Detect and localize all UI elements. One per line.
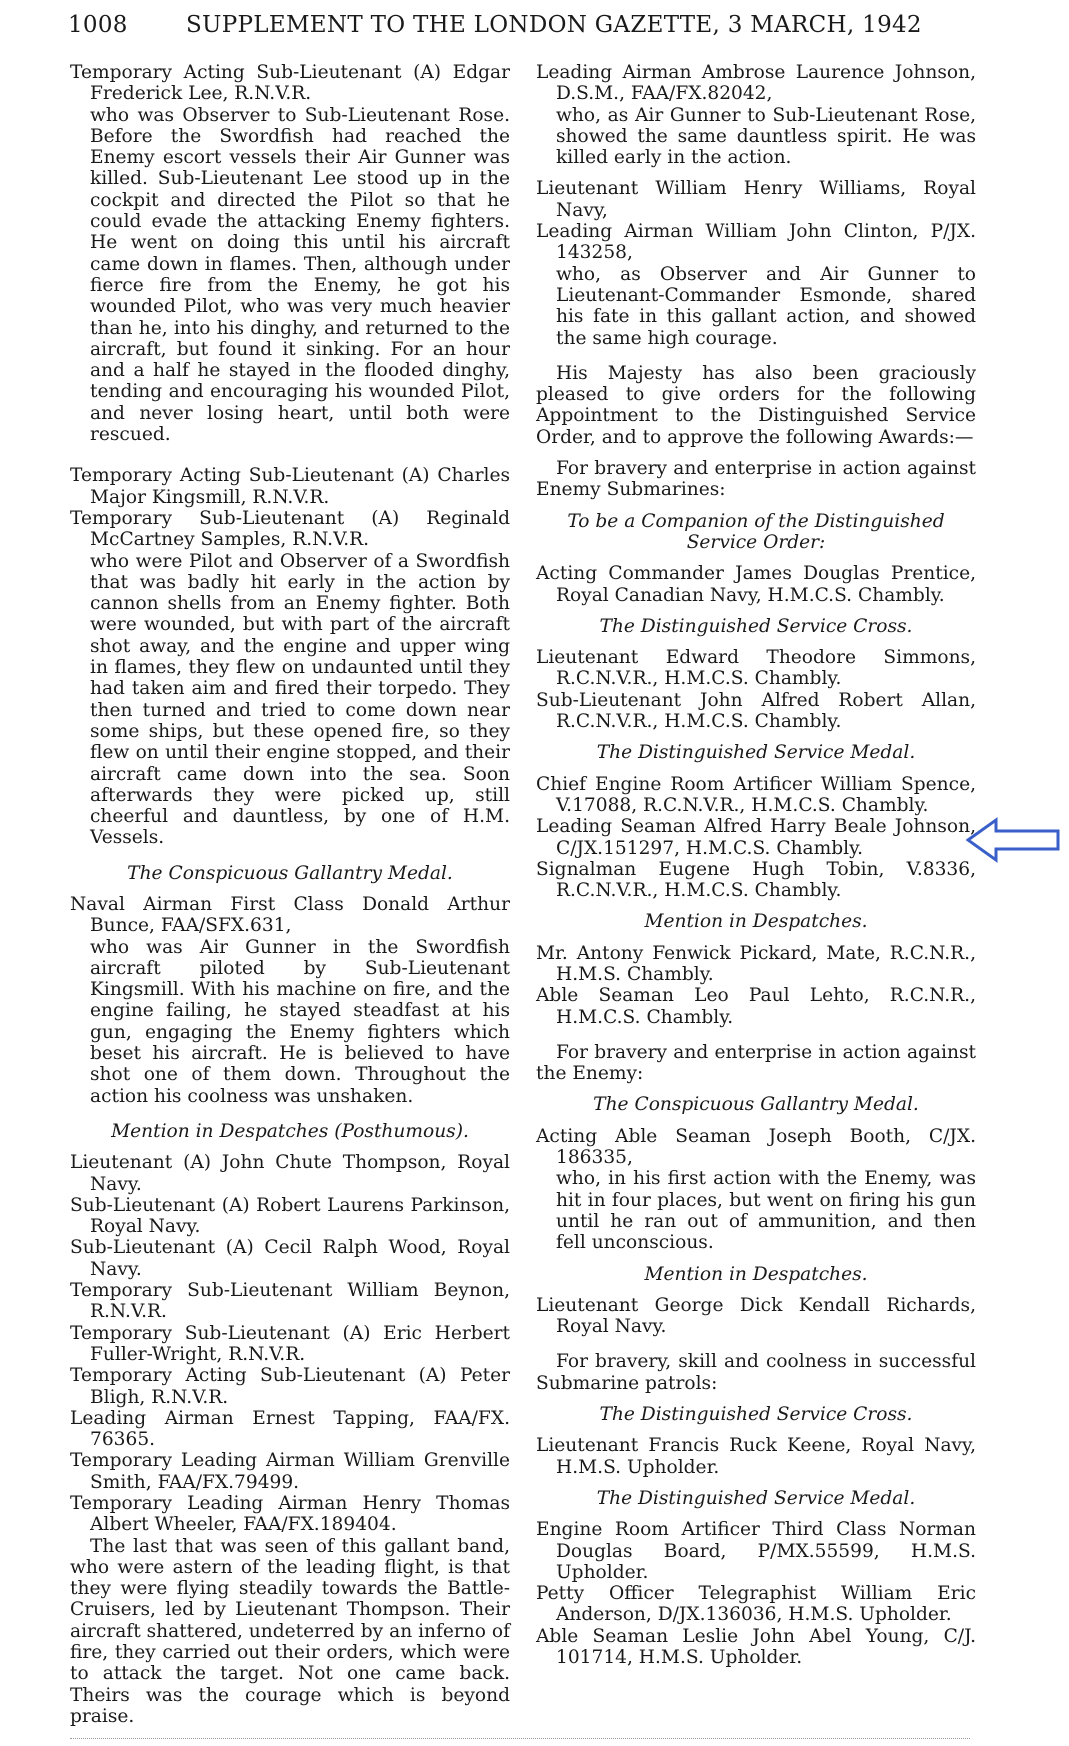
list-item: Able Seaman Leslie John Abel Young, C/J. 101714, H.M.S. Upholder. — [536, 1625, 976, 1668]
page-number: 1008 — [68, 12, 128, 38]
list-item: Lieutenant Edward Theodore Simmons, R.C.N.V.R., H.M.C.S. Chambly. — [536, 647, 976, 690]
award-name: Lieutenant Francis Ruck Keene, Royal Navy, H.M.S. Upholder. — [536, 1435, 976, 1478]
left-arrow-icon — [966, 816, 1062, 866]
list-item: Temporary Sub-Lieutenant (A) Eric Herbert Fuller-Wright, R.N.V.R. — [70, 1322, 510, 1365]
citation: who, as Air Gunner to Sub-Lieutenant Rose, showed the same dauntless spirit. He was killed early in the action. — [556, 104, 976, 169]
gazette-title: SUPPLEMENT TO THE LONDON GAZETTE, 3 MARCH, 1942 — [186, 12, 922, 38]
citation: who was Air Gunner in the Swordfish aircraft piloted by Sub-Lieutenant Kingsmill. With his machine on fire, and the engine failing, he stayed steadfast at his gun, engaging the Enemy fighters which beset his aircraft. He is believed to have shot one of them down. Throughout the action his coolness was unshaken. — [90, 936, 510, 1107]
list-item-highlighted: Leading Seaman Alfred Harry Beale Johnson, C/JX.151297, H.M.C.S. Chambly. — [536, 816, 976, 859]
list-item: Able Seaman Leo Paul Lehto, R.C.N.R., H.M.C.S. Chambly. — [536, 985, 976, 1028]
list-item: Chief Engine Room Artificer William Spence, V.17088, R.C.N.V.R., H.M.C.S. Chambly. — [536, 773, 976, 816]
list-item: Signalman Eugene Hugh Tobin, V.8336, R.C.N.V.R., H.M.C.S. Chambly. — [536, 858, 976, 902]
section-intro: For bravery and enterprise in action against the Enemy: — [536, 1041, 976, 1085]
citation: who were Pilot and Observer of a Swordfish that was badly hit early in the action by cannon shells from an Enemy fighter. Both were wounded, but with part of the aircraft shot away, and the engine and upper wing in flames, they flew on undaunted until they had taken aim and fired their torpedo. They then turned and tried to come down near some ships, but these opened fire, so they flew on until their engine stopped, and their aircraft came down into the sea. Soon afterwards they were picked up, still cheerful and dauntless, by one of H.M. Vessels. — [90, 550, 510, 849]
citation: who, in his first action with the Enemy, was hit in four places, but went on firing his gun until he ran out of ammunition, and then fell unconscious. — [556, 1168, 976, 1254]
list-item: Engine Room Artificer Third Class Norman Douglas Board, P/MX.55599, H.M.S. Upholder. — [536, 1519, 976, 1583]
section-intro: For bravery and enterprise in action against Enemy Submarines: — [536, 458, 976, 501]
section-heading: Mention in Despatches. — [644, 1263, 868, 1285]
section-heading: Mention in Despatches. — [644, 911, 868, 933]
list-item: Mr. Antony Fenwick Pickard, Mate, R.C.N.R., H.M.S. Chambly. — [536, 942, 976, 985]
section-heading: The Distinguished Service Cross. — [599, 615, 913, 637]
award-name: Lieutenant George Dick Kendall Richards, Royal Navy. — [536, 1294, 976, 1338]
list-item: Sub-Lieutenant (A) Cecil Ralph Wood, Royal Navy. — [70, 1237, 510, 1280]
arrow-outline — [968, 820, 1058, 860]
citation: who was Observer to Sub-Lieutenant Rose. Before the Swordfish had reached the Enemy escort vessels their Air Gunner was killed. Sub-Lieutenant Lee stood up in the cockpit and directed the Pilot so that he could evade the attacking Enemy fighters. He went on doing this until his aircraft came down in flames. Then, although under fierce fire from the Enemy, he got his wounded Pilot, who was very much heavier than he, into his dinghy, and returned to the aircraft, but found it sinking. For an hour and a half he stayed in the flooded dinghy, tending and encouraging his wounded Pilot, and never losing heart, until both were rescued. — [90, 104, 510, 446]
list-item: Petty Officer Telegraphist William Eric Anderson, D/JX.136036, H.M.S. Upholder. — [536, 1583, 976, 1626]
section-heading: The Conspicuous Gallantry Medal. — [127, 862, 453, 884]
list-item: Temporary Leading Airman William Grenville Smith, FAA/FX.79499. — [70, 1450, 510, 1493]
left-column — [70, 62, 510, 1727]
closing-paragraph: The last that was seen of this gallant band, who were astern of the leading flight, is that they were flying steadily towards the Battle-Cruisers, led by Lieutenant Thompson. Their aircraft shattered, undeterred by an inferno of fire, they carried out their orders, which were to attack the target. Not one came back. Theirs was the courage which is beyond praise. — [70, 1535, 510, 1727]
list-item: Temporary Leading Airman Henry Thomas Albert Wheeler, FAA/FX.189404. — [70, 1493, 510, 1536]
award-name: Naval Airman First Class Donald Arthur Bunce, FAA/SFX.631, — [70, 893, 510, 937]
section-heading: To be a Companion of the Distinguished Service Order: — [567, 510, 945, 553]
list-item: Temporary Sub-Lieutenant William Beynon, R.N.V.R. — [70, 1280, 510, 1323]
award-name: Lieutenant William Henry Williams, Royal Navy, — [536, 178, 976, 221]
section-heading: The Conspicuous Gallantry Medal. — [593, 1094, 919, 1116]
citation: who, as Observer and Air Gunner to Lieutenant-Commander Esmonde, shared his fate in this gallant action, and showed the same high courage. — [556, 263, 976, 349]
page-bottom-rule — [70, 1738, 970, 1745]
right-column — [536, 62, 976, 1668]
section-intro: For bravery, skill and coolness in successful Submarine patrols: — [536, 1351, 976, 1394]
award-name: Acting Able Seaman Joseph Booth, C/JX. 186335, — [536, 1125, 976, 1169]
award-name: Acting Commander James Douglas Prentice, Royal Canadian Navy, H.M.C.S. Chambly. — [536, 563, 976, 606]
list-item: Sub-Lieutenant John Alfred Robert Allan, R.C.N.V.R., H.M.C.S. Chambly. — [536, 689, 976, 733]
section-heading: Mention in Despatches (Posthumous). — [111, 1120, 469, 1142]
list-item: Temporary Acting Sub-Lieutenant (A) Peter Bligh, R.N.V.R. — [70, 1365, 510, 1408]
list-item: Lieutenant (A) John Chute Thompson, Royal Navy. — [70, 1152, 510, 1195]
award-name: Temporary Acting Sub-Lieutenant (A) Charles Major Kingsmill, R.N.V.R. — [70, 465, 510, 508]
page-header — [68, 12, 988, 38]
award-name: Leading Airman Ambrose Laurence Johnson, D.S.M., FAA/FX.82042, — [536, 62, 976, 105]
award-name: Temporary Acting Sub-Lieutenant (A) Edgar Frederick Lee, R.N.V.R. — [70, 62, 510, 105]
list-item: Sub-Lieutenant (A) Robert Laurens Parkinson, Royal Navy. — [70, 1194, 510, 1238]
section-heading: The Distinguished Service Medal. — [596, 1487, 916, 1509]
list-item: Leading Airman Ernest Tapping, FAA/FX. 76365. — [70, 1407, 510, 1451]
award-name: Leading Airman William John Clinton, P/JX. 143258, — [536, 221, 976, 264]
award-name: Temporary Sub-Lieutenant (A) Reginald McCartney Samples, R.N.V.R. — [70, 507, 510, 551]
section-heading: The Distinguished Service Cross. — [599, 1404, 913, 1426]
section-heading: The Distinguished Service Medal. — [596, 742, 916, 764]
announcement: His Majesty has also been graciously pleased to give orders for the following Appointment to the Distinguished Service Order, and to approve the following Awards:— — [536, 362, 976, 448]
